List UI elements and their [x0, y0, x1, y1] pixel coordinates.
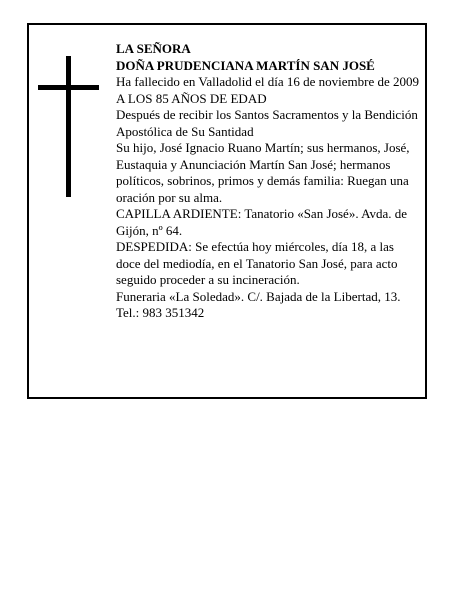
- obituary-text: [116, 41, 420, 322]
- family-line: Su hijo, José Ignacio Ruano Martín; sus hermanos, José, Eustaquia y Anunciación Martín San José; hermanos políticos, sobrinos, primos y demás familia: Ruegan una oración por su alma.: [116, 140, 410, 205]
- deceased-name: DOÑA PRUDENCIANA MARTÍN SAN JOSÉ: [116, 57, 375, 73]
- phone-line: Tel.: 983 351342: [116, 305, 205, 320]
- cross-vertical-bar: [66, 56, 71, 197]
- death-notice: Ha fallecido en Valladolid el día 16 de noviembre de 2009: [116, 74, 419, 89]
- obituary-notice: [27, 23, 427, 399]
- farewell-line: DESPEDIDA: Se efectúa hoy miércoles, día 18, a las doce del mediodía, en el Tanatorio San José, para acto seguido proceder a su incineración.: [116, 239, 398, 287]
- funeral-home-line: Funeraria «La Soledad». C/. Bajada de la Libertad, 13.: [116, 288, 401, 304]
- age-line: A LOS 85 AÑOS DE EDAD: [116, 90, 267, 106]
- cross-horizontal-bar: [38, 85, 99, 90]
- obituary-title: LA SEÑORA: [116, 41, 191, 56]
- sacraments-line: Después de recibir los Santos Sacramentos y la Bendición Apostólica de Su Santidad: [116, 107, 418, 139]
- chapel-line: CAPILLA ARDIENTE: Tanatorio «San José». Avda. de Gijón, nº 64.: [116, 206, 408, 238]
